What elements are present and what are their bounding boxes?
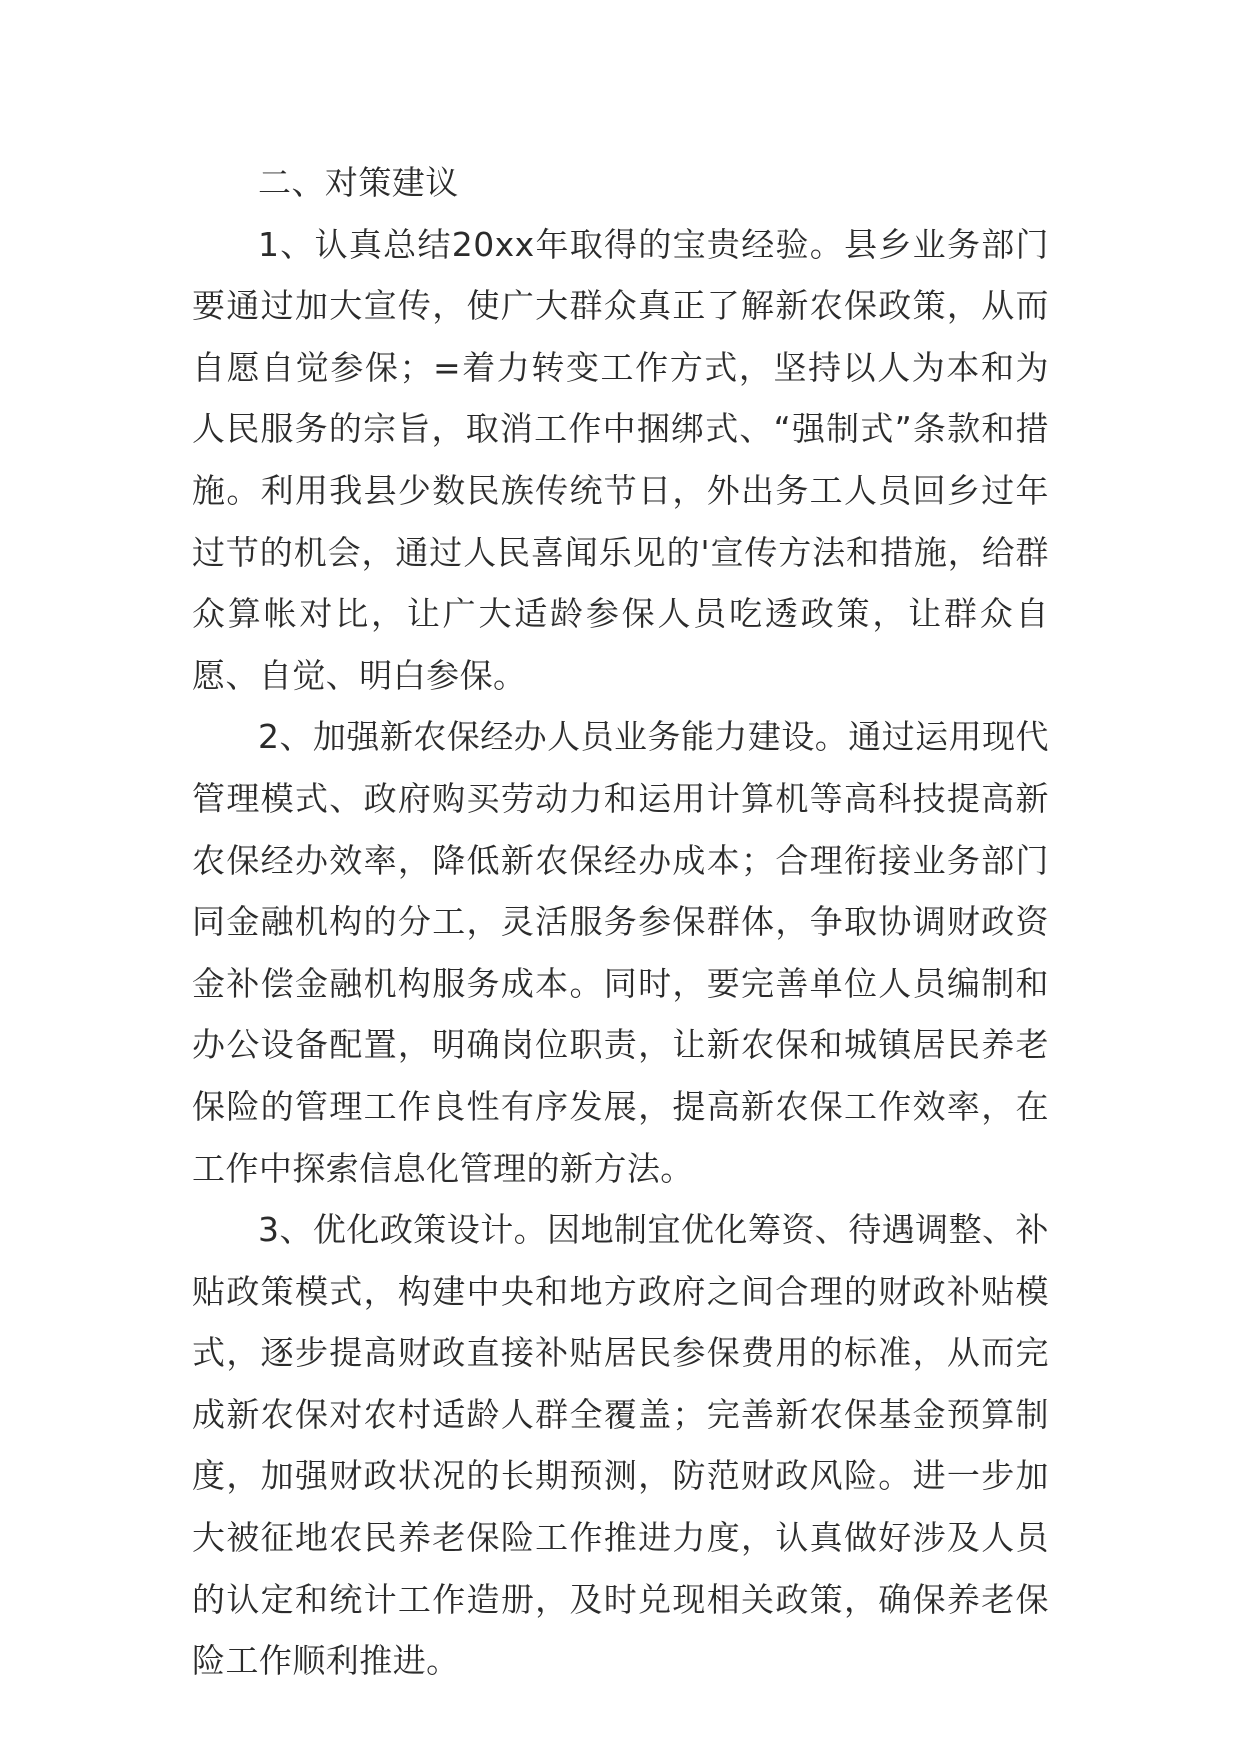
paragraph-3: 3、优化政策设计。因地制宜优化筹资、待遇调整、补贴政策模式，构建中央和地方政府之间合理的财政补贴模式，逐步提高财政直接补贴居民参保费用的标准，从而完成新农保对农村适龄人群全覆盖；完善新农保基金预算制度，加强财政状况的长期预测，防范财政风险。进一步加大被征地农民养老保险工作推进力度，认真做好涉及人员的认定和统计工作造册，及时兑现相关政策，确保养老保险工作顺利推进。	[192, 1210, 1049, 1681]
paragraph-1: 1、认真总结20xx年取得的宝贵经验。县乡业务部门要通过加大宣传，使广大群众真正了解新农保政策，从而自愿自觉参保；=着力转变工作方式，坚持以人为本和为人民服务的宗旨，取消工作中捆绑式、“强制式”条款和措施。利用我县少数民族传统节日，外出务工人员回乡过年过节的机会，通过人民喜闻乐见的'宣传方法和措施，给群众算帐对比，让广大适龄参保人员吃透政策，让群众自愿、自觉、明白参保。	[192, 224, 1049, 695]
paragraph-2: 2、加强新农保经办人员业务能力建设。通过运用现代管理模式、政府购买劳动力和运用计算机等高科技提高新农保经办效率，降低新农保经办成本；合理衔接业务部门同金融机构的分工，灵活服务参保群体，争取协调财政资金补偿金融机构服务成本。同时，要完善单位人员编制和办公设备配置，明确岗位职责，让新农保和城镇居民养老保险的管理工作良性有序发展，提高新农保工作效率，在工作中探索信息化管理的新方法。	[192, 717, 1049, 1188]
document-body	[192, 152, 1049, 1692]
section-heading: 二、对策建议	[258, 163, 459, 202]
